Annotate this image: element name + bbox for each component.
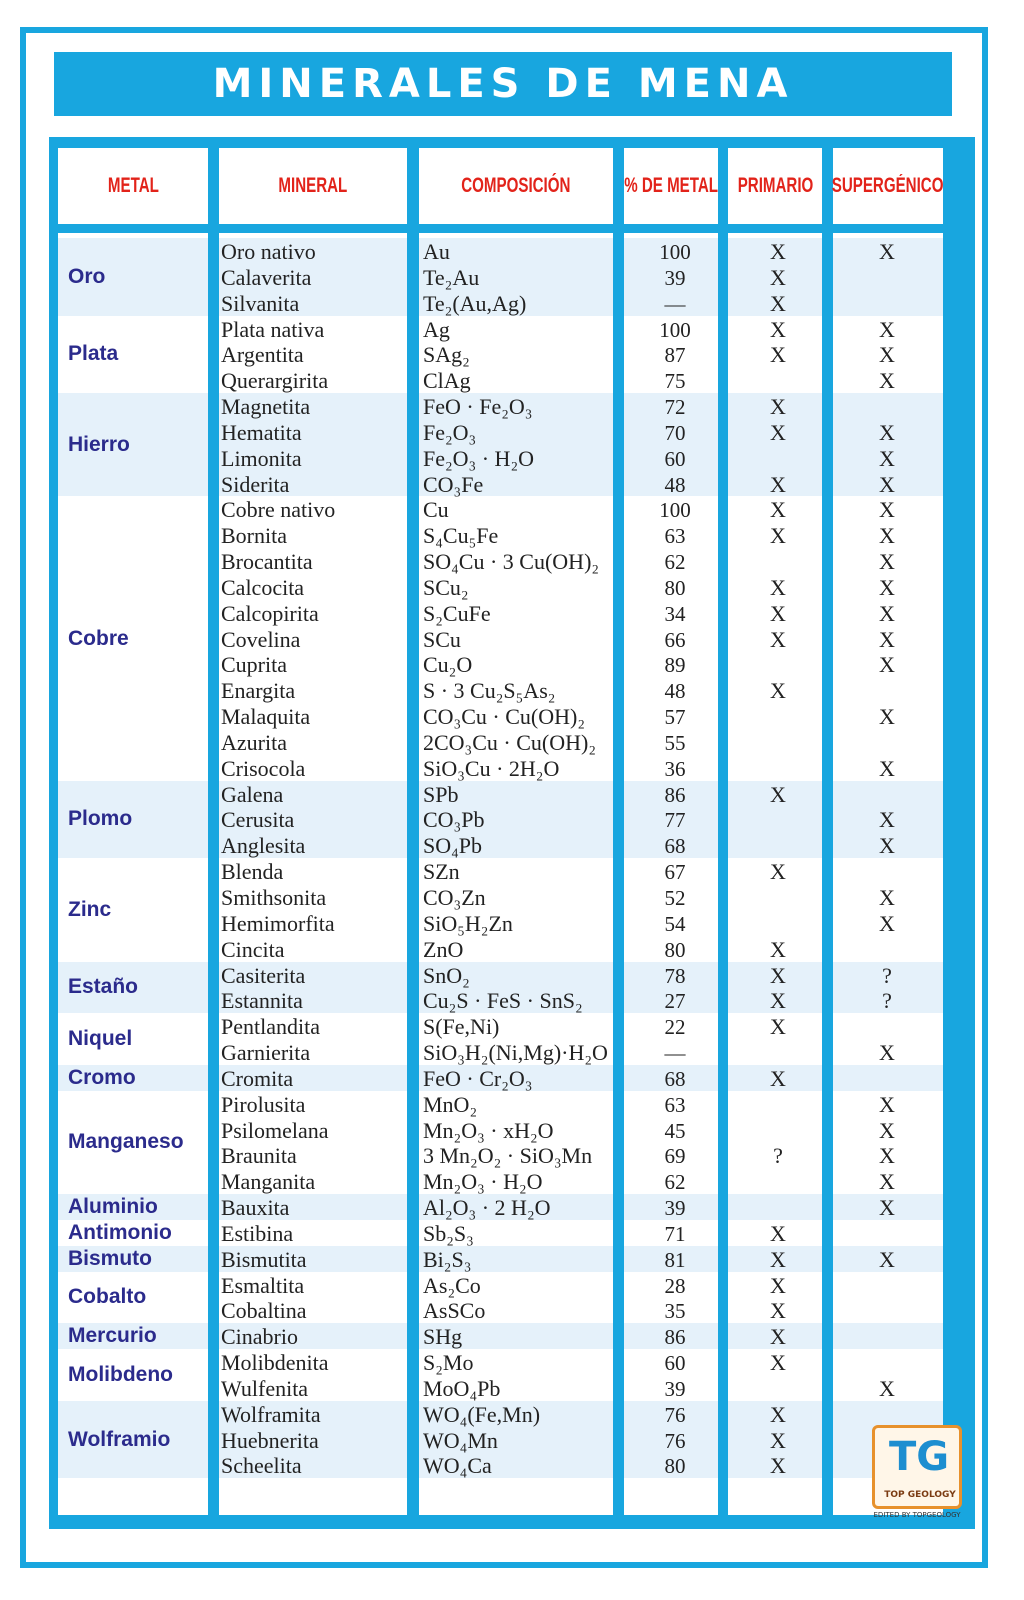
metal-percent: 39 (664, 265, 686, 290)
metal-label: Mercurio (68, 1324, 157, 1348)
mineral-formula: Cu (423, 497, 449, 523)
primary-mark (728, 1040, 828, 1066)
mineral-name: Hematita (221, 419, 302, 445)
mineral-formula: AsSCo (423, 1298, 486, 1324)
supergene-mark: X (879, 1195, 895, 1221)
mineral-name: Cobaltina (221, 1298, 307, 1324)
primary-mark (728, 446, 828, 472)
metal-percent: 71 (664, 1221, 686, 1246)
metal-percent: 81 (664, 1247, 686, 1272)
metal-percent: 60 (664, 446, 686, 471)
mineral-formula: 2CO₃Cu · Cu(OH)₂ (423, 729, 597, 755)
mineral-formula: MnO₂ (423, 1091, 478, 1117)
metal-percent: 80 (664, 937, 686, 962)
supergene-mark: X (879, 497, 895, 523)
metal-percent: 60 (664, 1351, 686, 1376)
metal-percent: — (664, 291, 686, 316)
mineral-formula: SnO₂ (423, 962, 470, 988)
mineral-formula: SiO₅H₂Zn (423, 910, 513, 936)
mineral-name: Argentita (221, 342, 304, 368)
metal-percent: 67 (664, 860, 686, 885)
mineral-name: Cerusita (221, 807, 295, 833)
mineral-name: Calaverita (221, 264, 312, 290)
mineral-name: Molibdenita (221, 1350, 329, 1376)
supergene-mark: X (879, 833, 895, 859)
header-metal: METAL (58, 148, 208, 224)
mineral-formula: Al₂O₃ · 2 H₂O (423, 1195, 551, 1221)
supergene-mark: X (879, 704, 895, 730)
metal-percent: 35 (664, 1299, 686, 1324)
header-primario: PRIMARIO (728, 148, 822, 224)
mineral-name: Garnierita (221, 1040, 311, 1066)
header-composicion: COMPOSICIÓN (419, 148, 613, 224)
primary-mark (728, 1118, 828, 1144)
metal-percent: 72 (664, 395, 686, 420)
mineral-formula: ZnO (423, 936, 464, 962)
primary-mark: X (770, 936, 786, 962)
primary-mark: X (770, 290, 786, 316)
primary-mark: X (770, 600, 786, 626)
metal-percent: 63 (664, 524, 686, 549)
primary-mark: X (770, 394, 786, 420)
primary-mark (728, 1376, 828, 1402)
mineral-formula: Fe₂O₃ (423, 419, 477, 445)
mineral-formula: FeO · Cr₂O₃ (423, 1065, 533, 1091)
primary-mark: X (770, 1453, 786, 1479)
mineral-formula: 3 Mn₂O₂ · SiO₃Mn (423, 1143, 593, 1169)
metal-percent: 68 (664, 1066, 686, 1091)
mineral-name: Silvanita (221, 290, 300, 316)
supergene-mark: X (879, 885, 895, 910)
mineral-name: Malaquita (221, 704, 311, 730)
supergene-mark (832, 730, 942, 756)
metal-label: Cobalto (68, 1285, 147, 1309)
primary-mark: X (770, 574, 786, 600)
supergene-mark (832, 1350, 942, 1376)
supergene-mark (832, 1298, 942, 1324)
mineral-name: Bauxita (221, 1195, 290, 1221)
metal-percent: 62 (664, 550, 686, 575)
primary-mark (728, 833, 828, 859)
mineral-formula: SO₄Cu · 3 Cu(OH)₂ (423, 549, 600, 575)
mineral-name: Enargita (221, 678, 296, 704)
primary-mark (728, 1092, 828, 1118)
mineral-name: Cobre nativo (221, 497, 336, 523)
primary-mark (728, 1169, 828, 1195)
supergene-mark (832, 1066, 942, 1092)
mineral-formula: S · 3 Cu₂S₅As₂ (423, 678, 556, 704)
metal-label: Aluminio (68, 1194, 158, 1218)
primary-mark: X (770, 1401, 786, 1427)
primary-mark: X (770, 1246, 786, 1272)
metal-percent: 55 (664, 730, 686, 755)
mineral-formula: CO₃Zn (423, 885, 486, 910)
metal-percent: 70 (664, 420, 686, 445)
primary-mark (728, 549, 828, 575)
metal-percent: 52 (664, 886, 686, 910)
mineral-formula: ClAg (423, 368, 471, 394)
metal-label: Zinc (68, 897, 112, 921)
title-banner (54, 52, 952, 116)
logo-letters: TG (889, 1434, 950, 1480)
metal-percent: 78 (664, 963, 686, 988)
metal-percent: 62 (664, 1170, 686, 1195)
metal-percent: 66 (664, 627, 686, 652)
supergene-mark: X (879, 600, 895, 626)
mineral-formula: SiO₃Cu · 2H₂O (423, 755, 560, 781)
metal-percent: 22 (664, 1015, 686, 1040)
primary-mark: X (770, 471, 786, 497)
supergene-mark (832, 265, 942, 291)
primary-mark (728, 911, 828, 937)
supergene-mark: X (879, 1246, 895, 1272)
primary-mark: X (770, 1350, 786, 1376)
metal-percent: 76 (664, 1428, 686, 1453)
logo-credit: EDITED BY TOPGEOLOGY (873, 1511, 961, 1519)
mineral-formula: WO₄Mn (423, 1427, 498, 1453)
mineral-name: Bismutita (221, 1246, 307, 1272)
header-supergenico: SUPERGÉNICO (833, 148, 943, 224)
mineral-name: Wulfenita (221, 1375, 309, 1401)
mineral-formula: SAg₂ (423, 342, 470, 368)
supergene-mark: X (879, 239, 895, 264)
mineral-formula: CO₃Cu · Cu(OH)₂ (423, 704, 586, 730)
primary-mark: X (770, 988, 786, 1014)
mineral-name: Estibina (221, 1220, 294, 1246)
metal-label: Niquel (68, 1027, 133, 1051)
mineral-name: Magnetita (221, 394, 311, 420)
supergene-mark (832, 859, 942, 885)
mineral-name: Calcopirita (221, 600, 319, 626)
supergene-mark (832, 1402, 942, 1428)
metal-percent: 80 (664, 1454, 686, 1479)
metal-label: Cromo (68, 1065, 136, 1089)
supergene-mark: X (879, 316, 895, 342)
mineral-name: Manganita (221, 1169, 316, 1195)
metal-label: Plomo (68, 807, 133, 831)
mineral-formula: CO₃Pb (423, 807, 485, 833)
primary-mark: X (770, 523, 786, 549)
supergene-mark: X (879, 471, 895, 497)
mineral-formula: SO₄Pb (423, 833, 483, 859)
mineral-name: Blenda (221, 859, 284, 885)
metal-percent: 100 (659, 498, 691, 523)
supergene-mark (832, 291, 942, 317)
metal-percent: 36 (664, 756, 686, 781)
supergene-mark (832, 1324, 942, 1350)
primary-mark (728, 756, 828, 782)
metal-percent: 80 (664, 575, 686, 600)
supergene-mark (832, 1221, 942, 1247)
mineral-formula: As₂Co (423, 1272, 481, 1298)
primary-mark: X (770, 316, 786, 342)
metal-label: Estaño (68, 975, 139, 999)
mineral-formula: Mn₂O₃ · xH₂O (423, 1117, 554, 1143)
metal-percent: 48 (664, 679, 686, 704)
primary-mark: X (770, 1014, 786, 1040)
supergene-mark (832, 1014, 942, 1040)
metal-percent: 27 (664, 989, 686, 1014)
mineral-formula: S₂Mo (423, 1350, 474, 1376)
mineral-formula: SHg (423, 1324, 463, 1350)
primary-mark (728, 807, 828, 833)
topgeology-logo (872, 1425, 964, 1519)
primary-mark (728, 885, 828, 911)
supergene-mark: X (879, 807, 895, 833)
primary-mark: X (770, 678, 786, 704)
mineral-name: Esmaltita (221, 1272, 305, 1298)
metal-label: Manganeso (68, 1130, 184, 1154)
page-title: MINERALES DE MENA (212, 61, 794, 107)
metal-percent: 77 (664, 808, 686, 833)
metal-percent: 45 (664, 1118, 686, 1143)
supergene-mark: X (879, 755, 895, 781)
mineral-formula: FeO · Fe₂O₃ (423, 394, 533, 420)
mineral-name: Anglesita (221, 833, 306, 859)
metal-percent: 89 (664, 653, 686, 678)
metal-percent: 100 (659, 240, 691, 264)
mineral-name: Scheelita (221, 1453, 302, 1479)
mineral-formula: Cu₂O (423, 652, 473, 678)
supergene-mark: X (879, 652, 895, 678)
mineral-formula: SZn (423, 859, 460, 885)
mineral-name: Covelina (221, 626, 301, 652)
supergene-mark: X (879, 1169, 895, 1195)
primary-mark: X (770, 264, 786, 290)
mineral-name: Estannita (221, 988, 303, 1014)
mineral-name: Pentlandita (221, 1014, 320, 1040)
logo-name: TOP GEOLOGY (884, 1490, 956, 1500)
mineral-formula: Ag (423, 316, 450, 342)
primary-mark: X (770, 859, 786, 885)
mineral-name: Querargirita (221, 368, 329, 394)
mineral-formula: Cu₂S · FeS · SnS₂ (423, 988, 583, 1014)
mineral-formula: Fe₂O₃ · H₂O (423, 445, 534, 471)
primary-mark: ? (773, 1143, 783, 1169)
mineral-name: Siderita (221, 471, 290, 497)
metal-percent: 100 (659, 317, 691, 342)
mineral-formula: S(Fe,Ni) (423, 1014, 500, 1040)
metal-percent: 86 (664, 782, 686, 807)
mineral-formula: SiO₃H₂(Ni,Mg)·H₂O (423, 1040, 608, 1066)
mineral-formula: SCu₂ (423, 574, 469, 600)
primary-mark: X (770, 781, 786, 807)
supergene-mark: X (879, 1143, 895, 1169)
metal-label: Molibdeno (68, 1362, 173, 1386)
supergene-mark: ? (882, 988, 892, 1014)
primary-mark: X (770, 1065, 786, 1091)
metal-percent: 63 (664, 1092, 686, 1117)
primary-mark (728, 652, 828, 678)
supergene-mark: X (879, 1375, 895, 1401)
primary-mark: X (770, 419, 786, 445)
header-pct-metal: % DE METAL (624, 148, 718, 224)
mineral-name: Casiterita (221, 962, 306, 988)
metal-percent: 68 (664, 834, 686, 859)
supergene-mark: X (879, 1091, 895, 1117)
mineral-name: Bornita (221, 523, 287, 549)
mineral-name: Hemimorfita (221, 910, 335, 936)
metal-percent: 57 (664, 705, 686, 730)
supergene-mark (832, 678, 942, 704)
mineral-name: Crisocola (221, 755, 306, 781)
mineral-name: Cincita (221, 936, 285, 962)
mineral-name: Limonita (221, 445, 302, 471)
supergene-mark: X (879, 574, 895, 600)
mineral-formula: S₄Cu₅Fe (423, 523, 499, 549)
mineral-name: Cromita (221, 1065, 294, 1091)
metal-label: Cobre (68, 626, 129, 650)
mineral-name: Braunita (221, 1143, 297, 1169)
supergene-mark (832, 394, 942, 420)
mineral-name: Pirolusita (221, 1091, 306, 1117)
metal-percent: 76 (664, 1402, 686, 1427)
metal-label: Hierro (68, 432, 130, 456)
mineral-formula: Mn₂O₃ · H₂O (423, 1169, 543, 1195)
mineral-formula: SPb (423, 781, 459, 807)
primary-mark: X (770, 626, 786, 652)
mineral-name: Cuprita (221, 652, 287, 678)
metal-label: Wolframio (68, 1427, 171, 1451)
mineral-formula: Sb₂S₃ (423, 1220, 474, 1246)
header-mineral: MINERAL (219, 148, 407, 224)
primary-mark (728, 704, 828, 730)
primary-mark: X (770, 497, 786, 523)
mineral-name: Plata nativa (221, 316, 325, 342)
metal-percent: 39 (664, 1196, 686, 1221)
mineral-formula: Te₂(Au,Ag) (423, 290, 527, 316)
supergene-mark: ? (882, 962, 892, 988)
mineral-name: Wolframita (221, 1401, 321, 1427)
supergene-mark (832, 937, 942, 963)
metal-percent: 86 (664, 1325, 686, 1350)
metal-percent: 54 (664, 911, 686, 936)
supergene-mark: X (879, 368, 895, 394)
supergene-mark: X (879, 1040, 895, 1066)
primary-mark: X (770, 1298, 786, 1324)
primary-mark: X (770, 342, 786, 368)
mineral-formula: S₂CuFe (423, 600, 491, 626)
metal-percent: 87 (664, 343, 686, 368)
mineral-name: Smithsonita (221, 885, 327, 910)
primary-mark: X (770, 1220, 786, 1246)
supergene-mark: X (879, 419, 895, 445)
logo-badge (872, 1425, 962, 1509)
mineral-name: Psilomelana (221, 1117, 329, 1143)
supergene-mark: X (879, 626, 895, 652)
mineral-formula: WO₄Ca (423, 1453, 492, 1479)
primary-mark (728, 730, 828, 756)
supergene-mark (832, 782, 942, 808)
mineral-formula: Au (423, 239, 450, 264)
primary-mark: X (770, 1427, 786, 1453)
metal-label: Oro (68, 264, 106, 288)
metal-percent: — (664, 1041, 686, 1066)
primary-mark (728, 368, 828, 394)
metal-label: Antimonio (68, 1220, 172, 1244)
supergene-mark: X (879, 1117, 895, 1143)
mineral-name: Huebnerita (221, 1427, 319, 1453)
mineral-formula: CO₃Fe (423, 471, 484, 497)
supergene-mark (832, 1273, 942, 1299)
metal-percent: 28 (664, 1273, 686, 1298)
mineral-name: Azurita (221, 729, 287, 755)
mineral-name: Oro nativo (221, 239, 316, 264)
supergene-mark: X (879, 549, 895, 575)
metal-label: Bismuto (68, 1246, 152, 1270)
mineral-name: Galena (221, 781, 284, 807)
metal-percent: 69 (664, 1144, 686, 1169)
metal-percent: 39 (664, 1376, 686, 1401)
mineral-formula: WO₄(Fe,Mn) (423, 1401, 541, 1427)
mineral-formula: MoO₄Pb (423, 1375, 501, 1401)
supergene-mark: X (879, 342, 895, 368)
mineral-name: Cinabrio (221, 1324, 298, 1350)
metal-percent: 48 (664, 472, 686, 497)
mineral-formula: Bi₂S₃ (423, 1246, 472, 1272)
metal-percent: 75 (664, 369, 686, 394)
supergene-mark: X (879, 910, 895, 936)
mineral-name: Brocantita (221, 549, 313, 575)
supergene-mark: X (879, 523, 895, 549)
primary-mark: X (770, 239, 786, 264)
mineral-name: Calcocita (221, 574, 305, 600)
primary-mark: X (770, 1272, 786, 1298)
metal-percent: 34 (664, 601, 686, 626)
primary-mark: X (770, 962, 786, 988)
metal-label: Plata (68, 342, 119, 366)
mineral-formula: Te₂Au (423, 264, 480, 290)
mineral-formula: SCu (423, 626, 461, 652)
supergene-mark: X (879, 445, 895, 471)
primary-mark: X (770, 1324, 786, 1350)
primary-mark (728, 1195, 828, 1221)
